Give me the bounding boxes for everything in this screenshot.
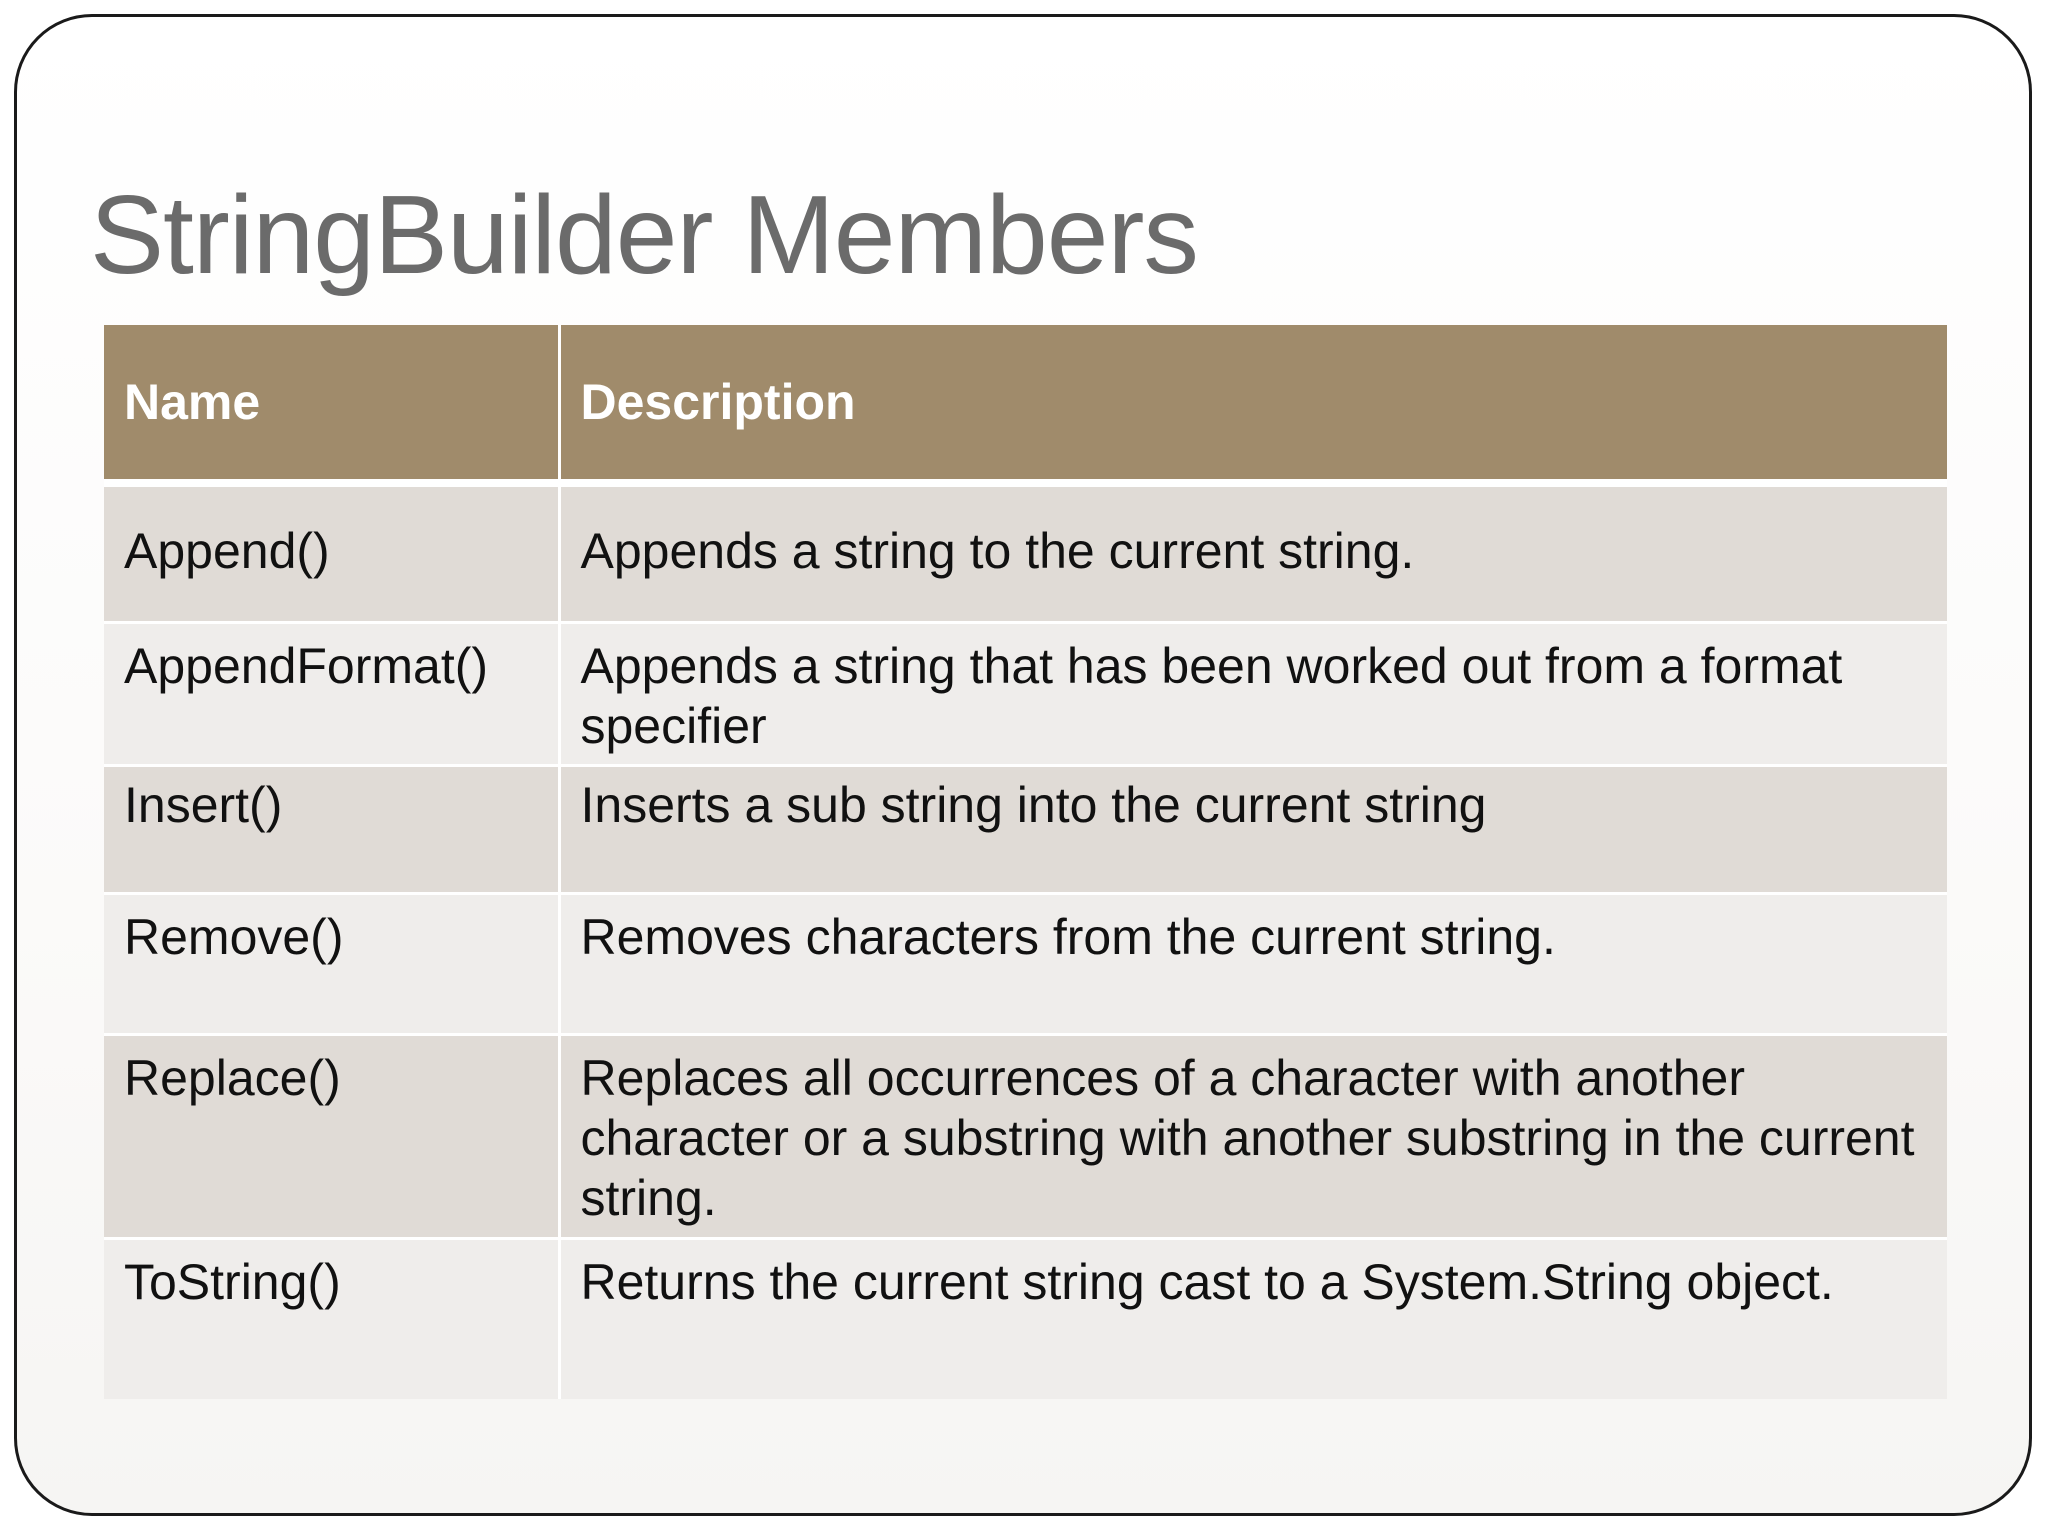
table-row	[104, 622, 1947, 765]
member-name: AppendFormat()	[104, 622, 559, 765]
member-description: Replaces all occurrences of a character with another character or a substring with another substring in the current string.	[559, 1034, 1947, 1238]
table-row	[104, 893, 1947, 1034]
table-header-row	[104, 325, 1947, 483]
member-description: Returns the current string cast to a System.String object.	[580, 1253, 1834, 1310]
member-name: Append()	[104, 483, 559, 622]
table-row	[104, 765, 1947, 893]
slide-title: StringBuilder Members	[90, 173, 1198, 297]
column-header-description: Description	[559, 325, 1947, 483]
column-header-name: Name	[104, 325, 559, 483]
members-table	[104, 325, 1947, 1399]
member-name: ToString()	[104, 1238, 559, 1399]
table-row	[104, 1034, 1947, 1238]
member-description: Appends a string that has been worked out from a format specifier	[559, 622, 1947, 765]
table-row	[104, 483, 1947, 622]
member-description: Inserts a sub string into the current string	[559, 765, 1947, 893]
member-name: Remove()	[104, 893, 559, 1034]
member-description: Appends a string to the current string.	[559, 483, 1947, 622]
table-row	[104, 1238, 1947, 1399]
member-name: Insert()	[104, 765, 559, 893]
member-name: Replace()	[104, 1034, 559, 1238]
member-description: Removes characters from the current string.	[559, 893, 1947, 1034]
